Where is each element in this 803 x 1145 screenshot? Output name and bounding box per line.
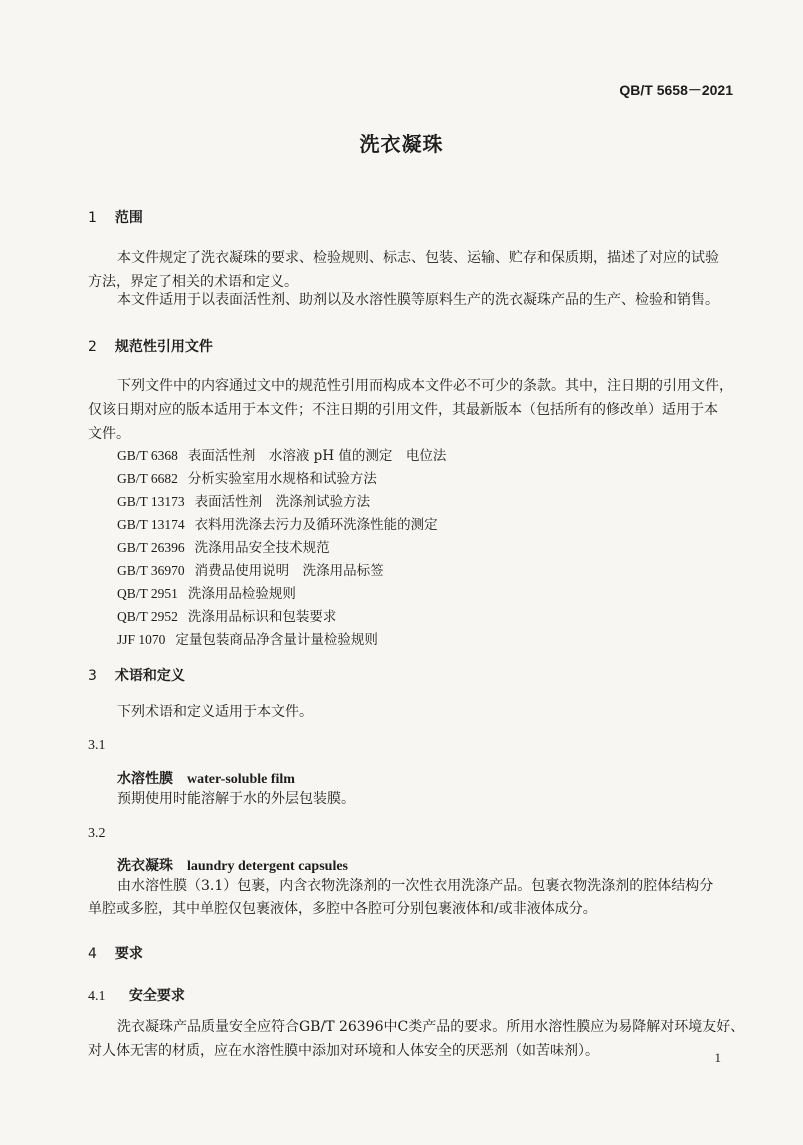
term-1-en: water-soluble film [187,772,295,787]
document-title: 洗衣凝珠 [359,132,444,156]
ref-item [117,467,377,487]
ref-code: GB/T 36970 [117,563,185,578]
ref-code: GB/T 6368 [117,448,178,463]
ref-title: 定量包装商品净含量计量检验规则 [175,632,378,648]
refs-intro-line-2: 仅该日期对应的版本适用于本文件；不注日期的引用文件，其最新版本（包括所有的修改单）适用于本 [88,402,718,418]
section-1-title: 范围 [114,210,143,226]
term-1-zh: 水溶性膜 [117,771,173,787]
term-1-number: 3.1 [88,738,106,753]
ref-code: GB/T 6682 [117,471,178,486]
scope-para-1-line-2: 方法，界定了相关的术语和定义。 [88,274,298,290]
ref-title: 洗涤用品检验规则 [187,586,296,602]
term-1-definition: 预期使用时能溶解于水的外层包装膜。 [117,791,355,807]
page-number: 1 [714,1050,721,1065]
term-2-number: 3.2 [88,826,106,841]
section-2-number: 2 [88,339,97,355]
section-4-1-title: 安全要求 [128,988,185,1004]
safety-req-line-1: 洗衣凝珠产品质量安全应符合GB/T 26396中C类产品的要求。所用水溶性膜应为易降解对环境友好、 [117,1019,745,1035]
section-4-title: 要求 [114,946,143,962]
refs-intro-line-1: 下列文件中的内容通过文中的规范性引用而构成本文件必不可少的条款。其中，注日期的引用文件， [117,378,733,394]
ref-item [117,513,438,533]
ref-code: JJF 1070 [117,632,166,647]
ref-code: QB/T 2952 [117,609,178,624]
section-2-title: 规范性引用文件 [114,339,213,355]
term-2-heading [117,855,348,875]
ref-title: 表面活性剂 洗涤剂试验方法 [194,494,371,510]
section-4-1-heading [88,985,185,1005]
scope-para-2: 本文件适用于以表面活性剂、助剂以及水溶性膜等原料生产的洗衣凝珠产品的生产、检验和销售。 [117,292,719,308]
refs-intro-line-3: 文件。 [88,426,130,442]
section-1-heading [88,207,143,227]
ref-item [117,605,336,625]
section-4-heading [88,943,143,963]
section-3-heading [88,665,185,685]
ref-title: 洗涤用品安全技术规范 [194,540,330,556]
ref-item [117,582,296,602]
section-4-number: 4 [88,946,97,962]
term-1-heading [117,768,295,788]
section-3-number: 3 [88,668,97,684]
term-2-definition-line-2: 单腔或多腔，其中单腔仅包裹液体，多腔中各腔可分别包裹液体和/或非液体成分。 [88,901,597,917]
ref-title: 洗涤用品标识和包装要求 [187,609,337,625]
term-2-en: laundry detergent capsules [187,859,348,874]
ref-title: 表面活性剂 水溶液 pH 值的测定 电位法 [187,448,447,464]
scope-para-1-line-1: 本文件规定了洗衣凝珠的要求、检验规则、标志、包装、运输、贮存和保质期，描述了对应的试验 [117,250,719,266]
ref-item [117,536,330,556]
ref-code: QB/T 2951 [117,586,178,601]
ref-title: 衣料用洗涤去污力及循环洗涤性能的测定 [194,517,438,533]
ref-item [117,559,384,579]
section-1-number: 1 [88,210,97,226]
ref-code: GB/T 26396 [117,540,185,555]
standard-number: QB/T 5658－2021 [619,82,733,98]
ref-item [117,444,446,464]
term-2-zh: 洗衣凝珠 [117,858,173,874]
section-4-1-number: 4.1 [88,989,106,1004]
section-3-title: 术语和定义 [114,668,185,684]
ref-item [117,490,370,510]
section-2-heading [88,336,213,356]
ref-title: 消费品使用说明 洗涤用品标签 [194,563,384,579]
ref-code: GB/T 13173 [117,494,185,509]
term-2-definition-line-1: 由水溶性膜（3.1）包裹，内含衣物洗涤剂的一次性衣用洗涤产品。包裹衣物洗涤剂的腔体结构分 [117,878,714,894]
safety-req-line-2: 对人体无害的材质，应在水溶性膜中添加对环境和人体安全的厌恶剂（如苦味剂）。 [88,1043,599,1059]
ref-code: GB/T 13174 [117,517,185,532]
terms-intro: 下列术语和定义适用于本文件。 [117,704,313,720]
ref-item [117,628,378,648]
ref-title: 分析实验室用水规格和试验方法 [187,471,377,487]
